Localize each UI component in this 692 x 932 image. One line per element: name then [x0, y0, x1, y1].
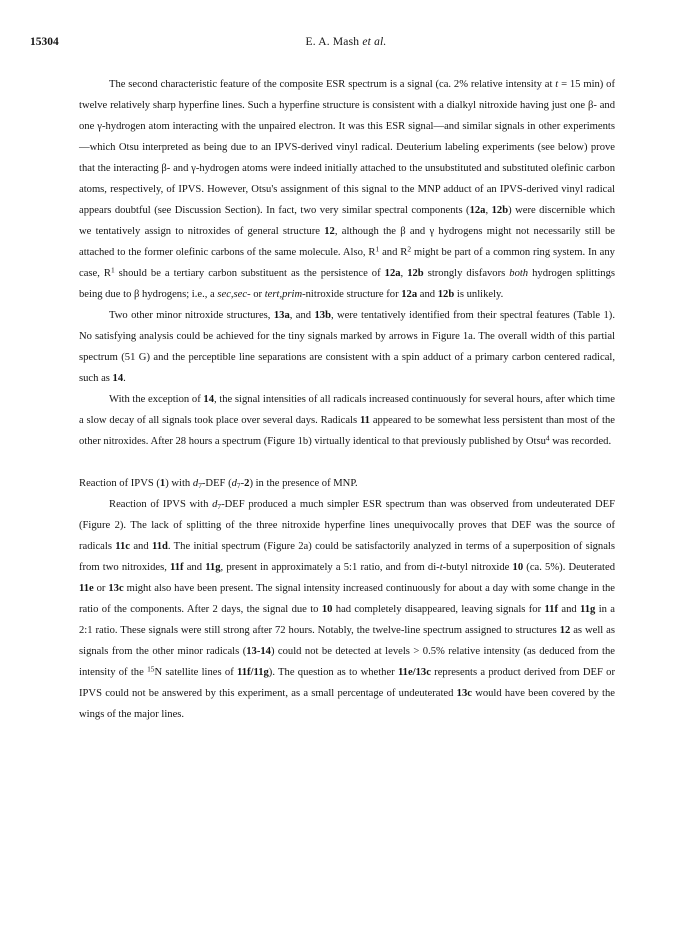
compound-label: 11	[359, 415, 370, 426]
compound-label: 11f	[544, 604, 559, 615]
body-paragraph: The second characteristic feature of the composite ESR spectrum is a signal (ca. 2% relative intensity at t = 15 min) of twelve relatively sharp hyperfine lines. Such a hyperfine structure is consistent with a dialkyl nitroxide having just one β- and one γ-hydrogen atom interacting with the unpaired electron. It was this ESR signal—and similar signals in other experiments—which Otsu interpreted as being due to an IPVS-derived vinyl radical. Deuterium labeling experiments (see below) prove that the interacting β- and γ-hydrogen atoms were indeed initially attached to the unsubstituted and substituted olefinic carbon atoms, respectively, of IPVS. However, Otsu's assignment of this signal to the MNP adduct of an IPVS-derived vinyl radical appears doubtful (see Discussion Section). In fact, two very similar spectral components (12a, 12b) were discernible which we tentatively assign to nitroxides of general structure 12, although the β and γ hydrogens might not necessarily still be attached to the former olefinic carbons of the same molecule. Also, $R^1$ and $R^2$ might be part of a common ring system. In any case, $R^1$ should be a tertiary carbon substituent as the persistence of 12a, 12b strongly disfavors both hydrogen splittings being due to β hydrogens; i.e., a sec,sec- or tert,prim-nitroxide structure for 12a and 12b is unlikely.	[79, 79, 616, 300]
superscript: 1	[110, 265, 115, 275]
compound-label: 11g	[580, 604, 596, 615]
compound-label: 11d	[151, 541, 168, 552]
running-head-authors: E. A. Mash	[305, 36, 363, 48]
compound-label: 10	[512, 562, 524, 573]
italic-text: t	[439, 562, 443, 573]
compound-label: 13c	[456, 688, 472, 699]
compound-label: 13-14	[246, 646, 271, 657]
compound-label: 14	[203, 394, 214, 405]
compound-label: 12a	[401, 289, 418, 300]
compound-label: 12a	[384, 268, 401, 279]
italic-text: d	[212, 499, 218, 510]
compound-label: 13b	[314, 310, 331, 321]
subscript: 7	[217, 501, 222, 511]
subscript: 7	[198, 480, 202, 490]
page-number: 15304	[30, 36, 59, 48]
superscript: 1	[375, 244, 380, 254]
superscript: 15	[147, 664, 155, 674]
compound-label: 11e	[79, 583, 94, 594]
italic-text: sec,sec-	[217, 289, 251, 300]
article-body	[79, 74, 615, 725]
compound-label: 13a	[273, 310, 290, 321]
running-head	[30, 36, 662, 48]
subscript: 7	[236, 480, 241, 490]
body-paragraph: Two other minor nitroxide structures, 13a, and 13b, were tentatively identified from their spectral features (Table 1). No satisfying analysis could be achieved for the tiny signals marked by arrows in Figure 1a. The overall width of this partial spectrum (51 G) and the perceptible line separations are consistent with a spin adduct of a primary carbon centered radical, such as 14.	[79, 310, 615, 384]
body-paragraph: With the exception of 14, the signal intensities of all radicals increased continuously for several hours, after which time a slow decay of all signals took place over several days. Radicals 11 appeared to be somewhat less persistent than most of the other nitroxides. After 28 hours a spectrum (Figure 1b) virtually identical to that previously published by Otsu$^4$ was recorded.	[79, 394, 615, 447]
superscript: 4	[545, 433, 550, 443]
running-head-etal: et al.	[362, 36, 387, 48]
compound-label: 11f	[170, 562, 184, 573]
italic-text: d	[231, 478, 237, 489]
compound-label: 12a	[469, 205, 486, 216]
compound-label: 14	[112, 373, 124, 384]
compound-label: 2	[244, 478, 250, 489]
italic-text: t	[555, 79, 559, 90]
compound-label: 12b	[437, 289, 455, 300]
compound-label: 11f/11g	[237, 667, 269, 678]
compound-label: 11c	[115, 541, 130, 552]
italic-text: tert,prim	[264, 289, 303, 300]
italic-text: d	[192, 478, 199, 489]
italic-text: both	[509, 268, 529, 279]
compound-label: 11e/13c	[397, 667, 431, 678]
compound-label: 10	[321, 604, 333, 615]
compound-label: 12	[324, 226, 335, 237]
page-header	[30, 36, 662, 54]
compound-label: 11g	[205, 562, 221, 573]
compound-label: 12b	[491, 205, 509, 216]
compound-label: 12	[559, 625, 571, 636]
compound-label: 12b	[407, 268, 424, 279]
body-paragraph: Reaction of IPVS with $d_7$-DEF produced a much simpler ESR spectrum than was observed from undeuterated DEF (Figure 2). The lack of splitting of the three nitroxide hyperfine lines unequivocally proves that DEF was the source of radicals 11c and 11d. The initial spectrum (Figure 2a) could be satisfactorily analyzed in terms of a superposition of signals from two nitroxides, 11f and 11g, present in approximately a 5:1 ratio, and from di-t-butyl nitroxide 10 (ca. 5%). Deuterated 11e or 13c might also have been present. The signal intensity increased continuously for about a day with some change in the ratio of the components. After 2 days, the signal due to 10 had completely disappeared, leaving signals for 11f and 11g in a 2:1 ratio. These signals were still strong after 72 hours. Notably, the twelve-line spectrum assigned to structures 12 as well as signals from the other minor radicals (13-14) could not be detected at levels > 0.5% relative intensity (as deduced from the intensity of the $^{15}$N satellite lines of 11f/11g). The question as to whether 11e/13c represents a product derived from DEF or IPVS could not be answered by this experiment, as a small percentage of undeuterated 13c would have been covered by the wings of the major lines.	[79, 499, 616, 720]
compound-label: 1	[159, 478, 166, 489]
superscript: 2	[407, 244, 412, 254]
compound-label: 13c	[108, 583, 124, 594]
section-heading: Reaction of IPVS (1) with $d_7$-DEF $(d_7-2)$ in the presence of MNP.	[79, 478, 358, 490]
